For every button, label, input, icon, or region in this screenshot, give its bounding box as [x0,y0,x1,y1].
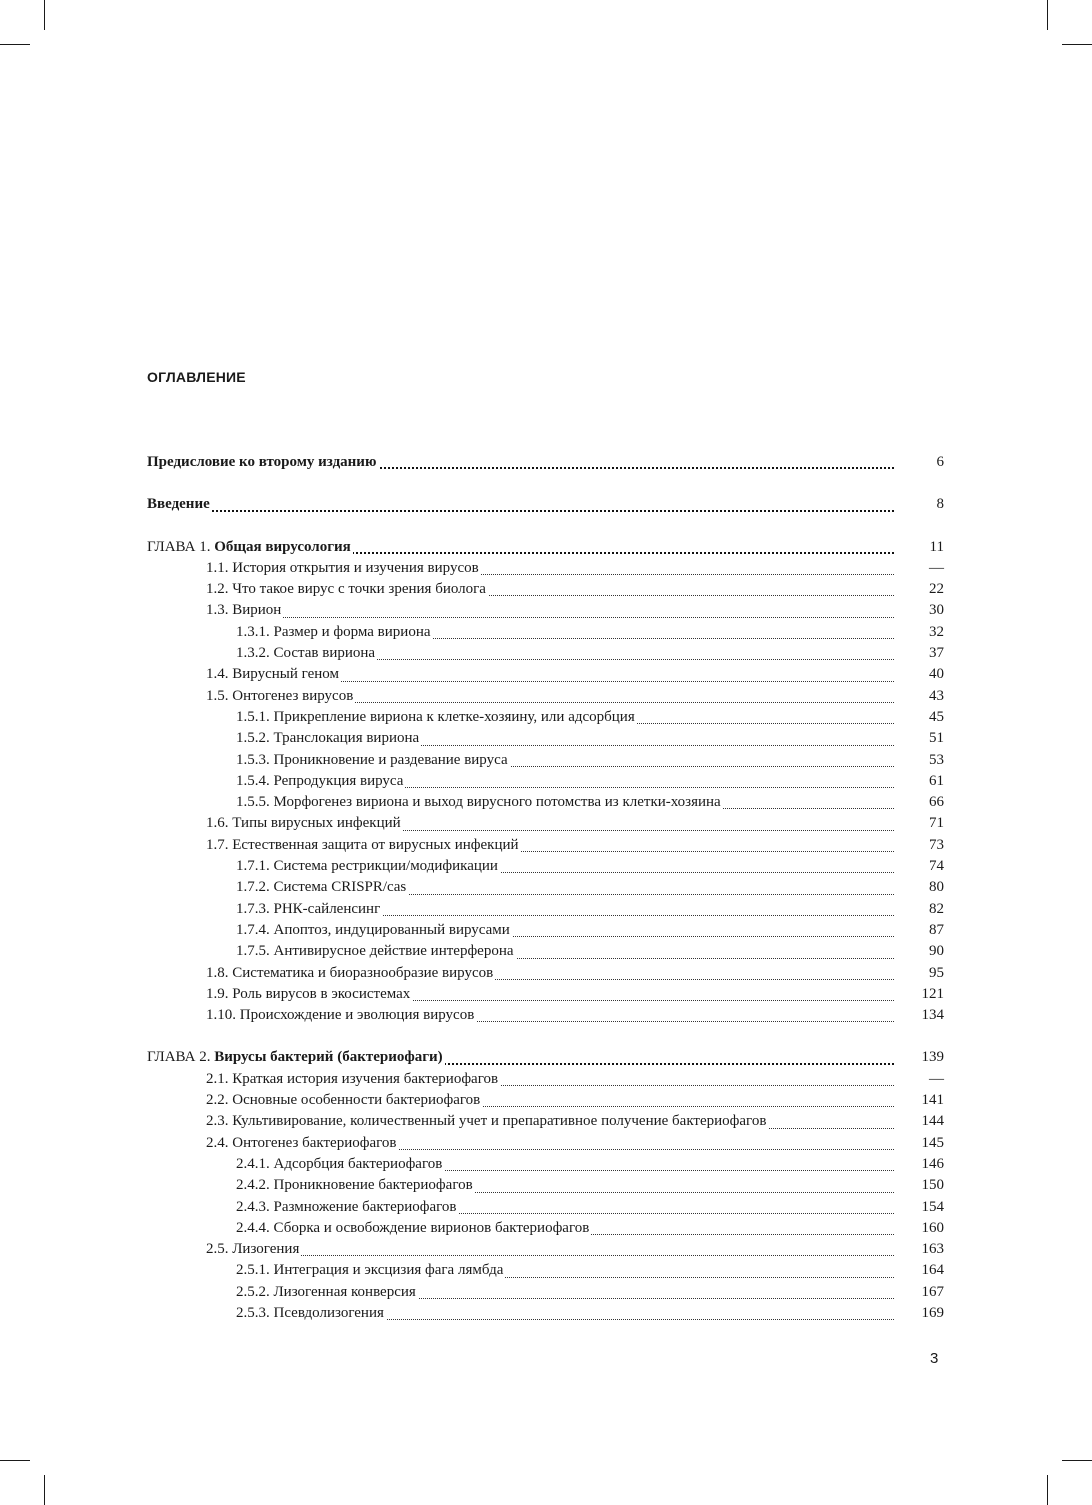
toc-entry[interactable] [147,1047,944,1068]
toc-entry[interactable] [147,1005,944,1026]
toc-entry-label [206,1071,500,1087]
toc-entry-label [206,837,521,853]
toc-entry-label [236,1305,386,1321]
toc-entry-page: 51 [929,730,944,747]
toc-entry-label [236,879,408,895]
toc-entry[interactable] [147,750,944,771]
toc-entry-label [236,1156,444,1172]
toc-entry-page: 134 [921,1007,944,1024]
toc-entry[interactable] [147,1282,944,1303]
toc-entry[interactable] [147,792,944,813]
toc-entry[interactable] [147,813,944,834]
toc-entry-page: 87 [929,921,944,938]
toc-entry-title: 2.4.1. Адсорбция бактериофагов [236,1155,443,1172]
toc-entry[interactable] [147,686,944,707]
toc-entry-label [236,794,723,810]
crop-mark [1062,44,1092,45]
toc-entry[interactable] [147,643,944,664]
toc-entry-label [236,901,382,917]
toc-entry-label [236,624,433,640]
toc-entry-title: Общая вирусология [214,538,351,555]
toc-entry-page: 22 [929,581,944,598]
toc-entry-title: 1.8. Систематика и биоразнообразие вирусов [206,964,494,981]
toc-entry-page: 82 [929,900,944,917]
toc-entry-page: 71 [929,815,944,832]
toc-entry[interactable] [147,579,944,600]
toc-entry-page: 30 [929,602,944,619]
toc-entry-title: 1.7.2. Система CRISPR/cas [236,879,407,896]
toc-entry-label [206,688,355,704]
toc-entry-label [147,496,212,512]
toc-entry[interactable] [147,452,944,473]
toc-entry-title: Введение [147,496,210,513]
toc-entry-title: 1.6. Типы вирусных инфекций [206,815,401,832]
toc-entry-label [206,986,412,1002]
toc-entry-page: 150 [921,1177,944,1194]
chapter-prefix: ГЛАВА 1. [147,538,215,555]
toc-entry[interactable] [147,1303,944,1324]
toc-entry-page: 53 [929,751,944,768]
toc-entry-page: 61 [929,772,944,789]
toc-entry-title: 2.4.2. Проникновение бактериофагов [236,1177,473,1194]
toc-entry-title: 1.3. Вирион [206,602,282,619]
toc-entry-title: 1.5.1. Прикрепление вириона к клетке-хозяину, или адсорбция [236,708,635,725]
toc-entry[interactable] [147,558,944,579]
toc-entry-label [236,943,516,959]
toc-entry-title: Вирусы бактерий (бактериофаги) [214,1049,443,1066]
toc-entry[interactable] [147,494,944,515]
toc-entry-label [236,730,421,746]
toc-entry[interactable] [147,1069,944,1090]
toc-entry-page: 141 [921,1092,944,1109]
toc-entry-label [147,1049,445,1065]
toc-entry-title: 2.4.4. Сборка и освобождение вирионов бактериофагов [236,1219,590,1236]
chapter-prefix: ГЛАВА 2. [147,1049,215,1066]
toc-entry-label [206,965,495,981]
crop-mark [1047,0,1048,30]
toc-entry-label [147,454,378,470]
toc-entry[interactable] [147,600,944,621]
dot-leader [206,617,894,618]
crop-mark [0,44,30,45]
toc-entry-title: 1.7.3. РНК-сайленсинг [236,900,381,917]
toc-entry[interactable] [147,771,944,792]
toc-entry-page: 32 [929,623,944,640]
toc-entry-page: 40 [929,666,944,683]
crop-mark [1047,1475,1048,1505]
toc-entry-page: 73 [929,836,944,853]
toc-entry[interactable] [147,537,944,558]
toc-entry-label [236,773,405,789]
toc-entry[interactable] [147,899,944,920]
toc-entry-label [236,1199,459,1215]
toc-entry[interactable] [147,1175,944,1196]
toc-entry-title: 1.1. История открытия и изучения вирусов [206,559,479,576]
toc-entry-page: 139 [921,1049,944,1066]
toc-entry-page: — [929,559,944,576]
toc-entry-title: 1.5. Онтогенез вирусов [206,687,354,704]
toc-entry-title: 1.7. Естественная защита от вирусных инфекций [206,836,519,853]
toc-entry-page: 167 [921,1283,944,1300]
toc-entry[interactable] [147,728,944,749]
toc-entry-title: 1.7.5. Антивирусное действие интерферона [236,943,514,960]
toc-entry-label [206,1135,398,1151]
toc-entry-title: 2.4.3. Размножение бактериофагов [236,1198,457,1215]
toc-entry[interactable] [147,1197,944,1218]
toc-entry-title: 1.3.2. Состав вириона [236,645,376,662]
toc-entry-title: 2.1. Краткая история изучения бактериофагов [206,1070,499,1087]
toc-entry-title: Предисловие ко второму изданию [147,454,377,470]
toc-entry[interactable] [147,707,944,728]
toc-entry-page: 95 [929,964,944,981]
toc-entry-label [206,560,481,576]
toc-entry-title: 1.3.1. Размер и форма вириона [236,623,431,640]
toc-entry-page: 74 [929,858,944,875]
toc-entry-label [236,1177,475,1193]
toc-entry-label [236,752,510,768]
toc-entry-page: 80 [929,879,944,896]
toc-entry-page: 66 [929,794,944,811]
toc-entry[interactable] [147,1154,944,1175]
toc-entry-title: 1.5.4. Репродукция вируса [236,772,404,789]
toc-entry-label [236,645,377,661]
toc-entry-label [236,1284,418,1300]
toc-entry-title: 1.10. Происхождение и эволюция вирусов [206,1007,475,1024]
crop-mark [44,0,45,30]
toc-entry-title: 1.4. Вирусный геном [206,666,339,683]
toc-entry[interactable] [147,664,944,685]
toc-entry-page: 160 [921,1219,944,1236]
crop-mark [1062,1460,1092,1461]
toc-entry-label [206,666,341,682]
toc-entry[interactable] [147,622,944,643]
toc-entry-page: 146 [921,1155,944,1172]
toc-entry[interactable] [147,920,944,941]
toc-entry-label [206,1007,476,1023]
toc-entry-label [206,581,488,597]
toc-entry-page: 90 [929,943,944,960]
toc-entry-title: 2.5.1. Интеграция и эксцизия фага лямбда [236,1262,504,1279]
toc-entry-page: 164 [921,1262,944,1279]
toc-entry-page: 45 [929,708,944,725]
toc-entry-page: 163 [921,1241,944,1258]
toc-entry-title: 1.7.1. Система рестрикции/модификации [236,858,498,875]
dot-leader [206,1255,894,1256]
toc-entry-page: 144 [921,1113,944,1130]
toc-entry-label [236,1220,591,1236]
toc-entry[interactable] [147,835,944,856]
toc-entry-page: 11 [929,538,944,555]
toc-entry-page: 121 [921,985,944,1002]
toc-entry-label [236,709,637,725]
toc-entry-label [236,858,500,874]
toc-entry-title: 1.7.4. Апоптоз, индуцированный вирусами [236,921,510,938]
toc-entry-page: 145 [921,1134,944,1151]
toc-entry-label [206,1241,301,1257]
toc-entry-title: 2.3. Культивирование, количественный учет и препаративное получение бактериофагов [206,1113,767,1130]
toc-entry[interactable] [147,1239,944,1260]
toc-entry-title: 2.4. Онтогенез бактериофагов [206,1134,397,1151]
toc-entry-label [206,602,283,618]
toc-entry[interactable] [147,941,944,962]
dot-leader [147,510,894,512]
toc-entry-label [236,922,512,938]
toc-entry[interactable] [147,984,944,1005]
toc-entry-page: 8 [936,496,944,513]
toc-entry-page: 37 [929,645,944,662]
toc-entry-page: 154 [921,1198,944,1215]
toc-entry[interactable] [147,856,944,877]
toc-entry-label [206,1113,768,1129]
toc-entry-label [236,1262,505,1278]
toc-entry-title: 2.5.3. Псевдолизогения [236,1304,384,1321]
toc-entry-title: 2.5.2. Лизогенная конверсия [236,1283,416,1300]
toc-entry-page: 43 [929,687,944,704]
toc-entry[interactable] [147,963,944,984]
toc-entry[interactable] [147,1260,944,1281]
toc-entry-label [206,1092,482,1108]
toc-entry[interactable] [147,1111,944,1132]
toc-entry-title: 2.5. Лизогения [206,1241,300,1258]
page-number: 3 [930,1350,939,1367]
crop-mark [44,1475,45,1505]
toc-entry[interactable] [147,1218,944,1239]
toc-entry-page: — [929,1070,944,1087]
toc-entry-label [206,815,403,831]
toc-entry[interactable] [147,877,944,898]
toc-entry-title: 1.5.3. Проникновение и раздевание вируса [236,751,508,768]
toc-entry[interactable] [147,1090,944,1111]
toc-entry-title: 2.2. Основные особенности бактериофагов [206,1092,481,1109]
toc-entry-title: 1.2. Что такое вирус с точки зрения биолога [206,581,486,598]
toc-entry-title: 1.5.2. Транслокация вириона [236,730,420,747]
crop-mark [0,1460,30,1461]
table-of-contents [147,452,944,1324]
toc-entry-title: 1.9. Роль вирусов в экосистемах [206,985,411,1002]
toc-entry[interactable] [147,1133,944,1154]
toc-entry-page: 169 [921,1304,944,1321]
page-title: ОГЛАВЛЕНИЕ [147,369,246,385]
toc-entry-label [147,539,353,555]
toc-entry-page: 6 [936,454,944,470]
toc-entry-title: 1.5.5. Морфогенез вириона и выход вирусного потомства из клетки-хозяина [236,794,721,811]
